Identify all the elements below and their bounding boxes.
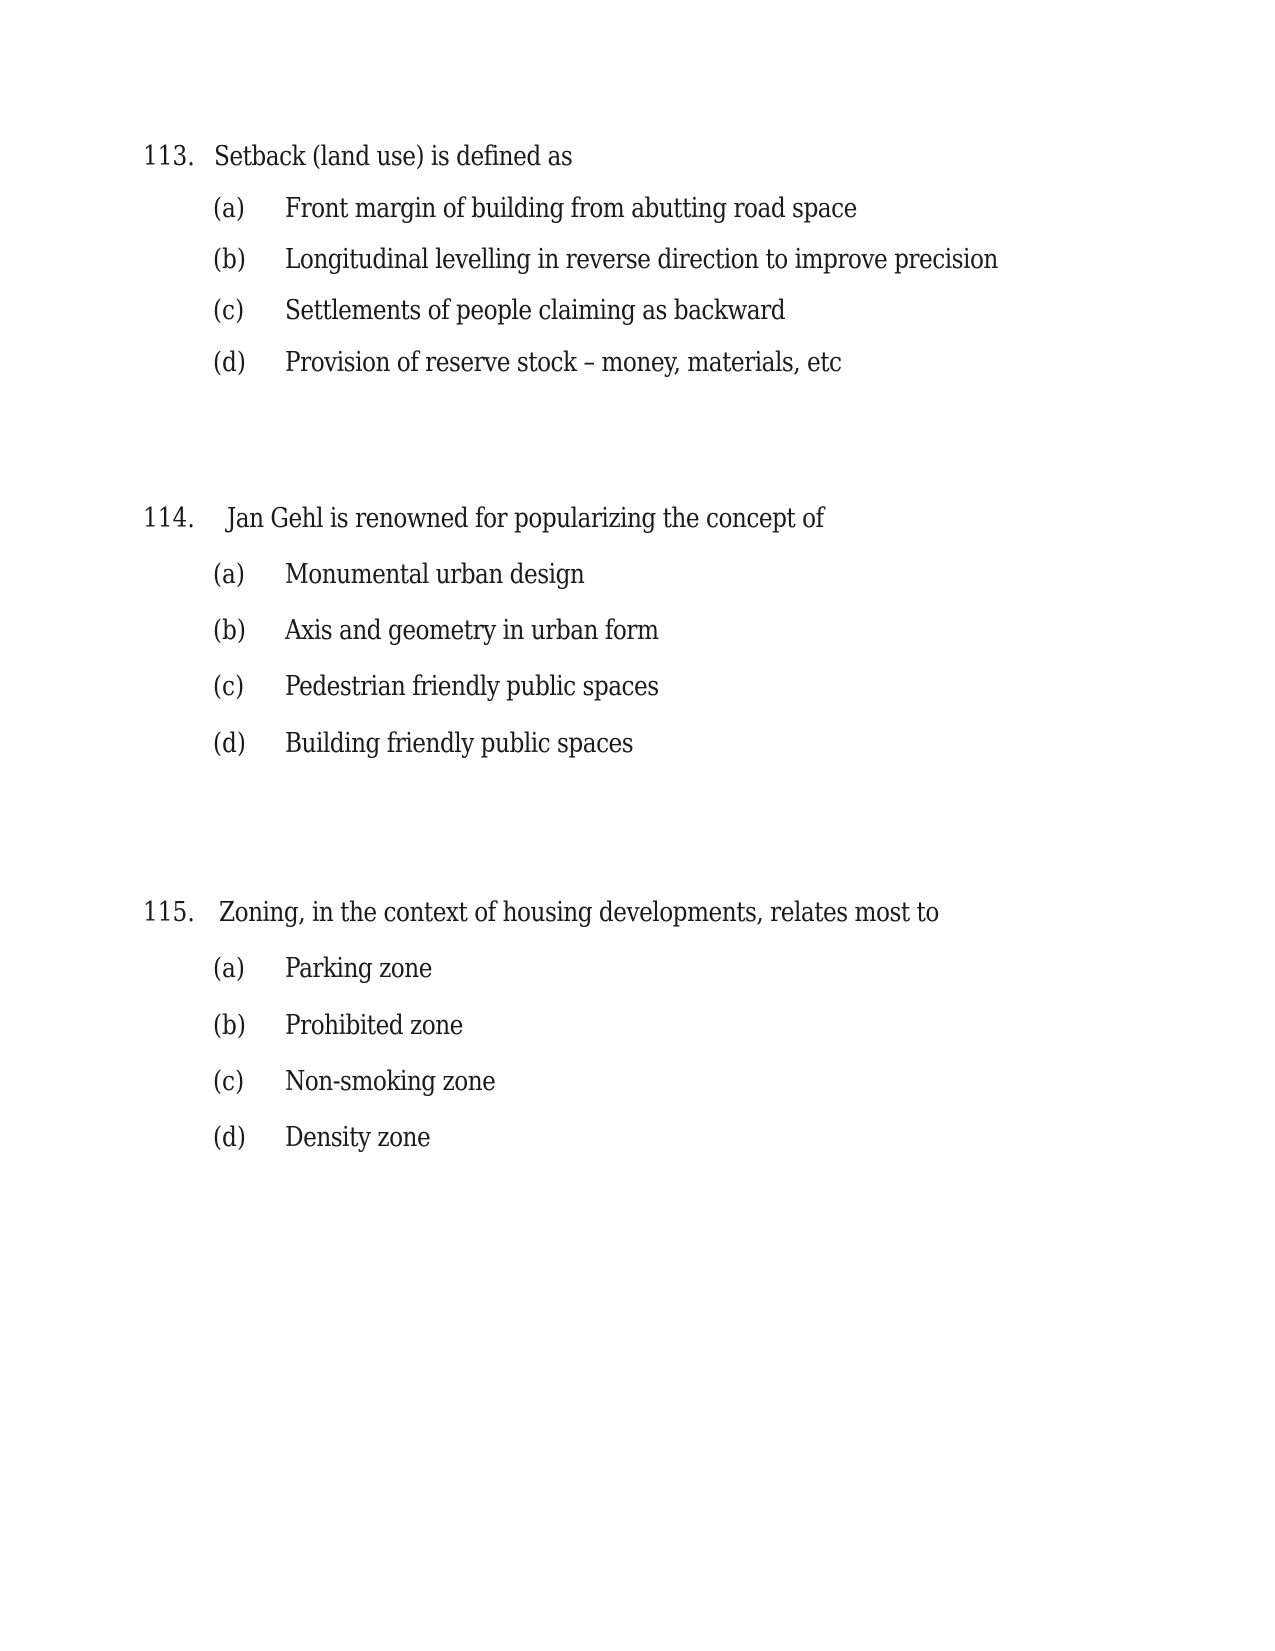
option-text: Longitudinal levelling in reverse direction to improve precision: [285, 244, 998, 275]
question-stem: Jan Gehl is renowned for popularizing the concept of: [227, 503, 824, 534]
option-text: Non-smoking zone: [285, 1066, 496, 1097]
option-text: Front margin of building from abutting road space: [285, 193, 857, 224]
question-stem: Zoning, in the context of housing developments, relates most to: [219, 897, 939, 928]
option-letter: (a): [213, 953, 245, 984]
option-letter: (a): [213, 559, 245, 590]
question-stem: Setback (land use) is defined as: [214, 141, 573, 172]
question-number: 113.: [143, 141, 195, 172]
option-text: Parking zone: [285, 953, 432, 984]
option-letter: (d): [213, 728, 246, 759]
option-text: Settlements of people claiming as backward: [285, 295, 786, 326]
option-letter: (b): [213, 1010, 246, 1041]
option-letter: (c): [213, 671, 245, 702]
option-letter: (d): [213, 1122, 246, 1153]
option-text: Monumental urban design: [285, 559, 585, 590]
option-letter: (a): [213, 193, 245, 224]
option-text: Building friendly public spaces: [285, 728, 634, 759]
question-number: 115.: [143, 897, 195, 928]
option-letter: (d): [213, 347, 246, 378]
option-letter: (c): [213, 1066, 245, 1097]
option-text: Provision of reserve stock – money, materials, etc: [285, 347, 842, 378]
option-letter: (b): [213, 615, 246, 646]
option-text: Axis and geometry in urban form: [285, 615, 659, 646]
option-text: Pedestrian friendly public spaces: [285, 671, 659, 702]
option-text: Prohibited zone: [285, 1010, 463, 1041]
option-letter: (b): [213, 244, 246, 275]
option-text: Density zone: [285, 1122, 431, 1153]
option-letter: (c): [213, 295, 245, 326]
question-number: 114.: [143, 503, 195, 534]
